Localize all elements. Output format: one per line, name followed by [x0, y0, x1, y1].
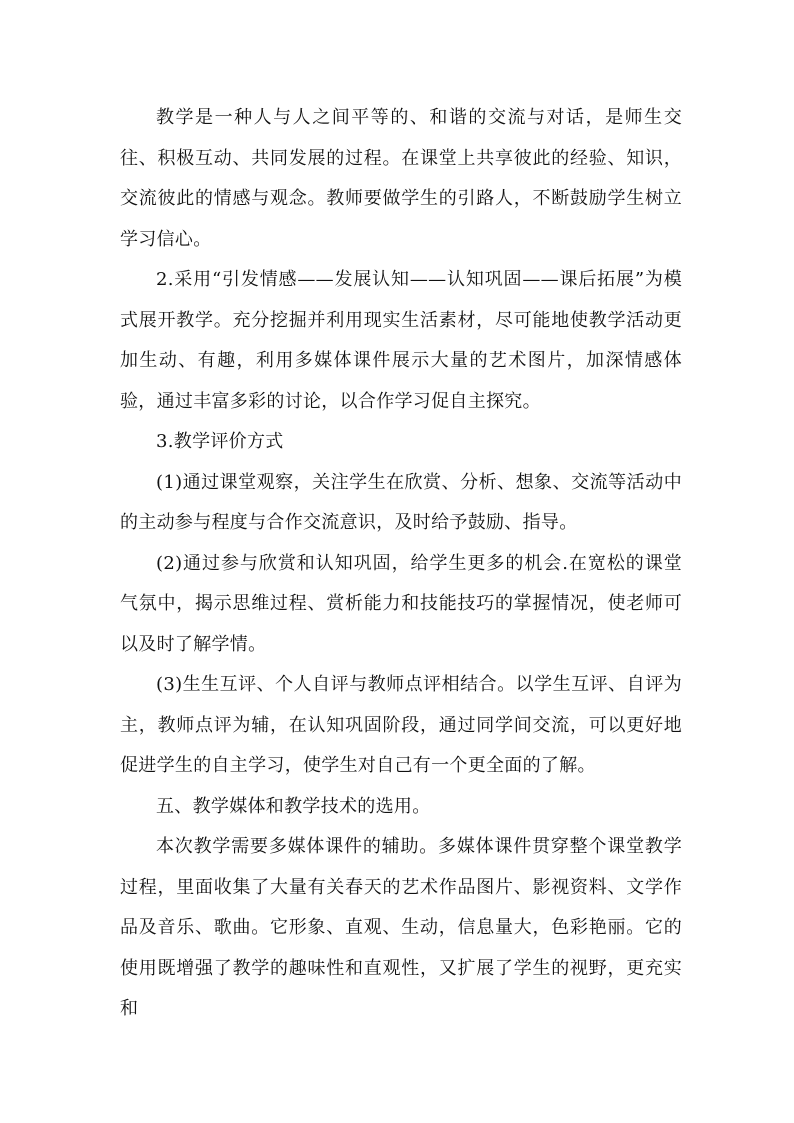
paragraph-teaching-mode: 2.采用“引发情感——发展认知——认知巩固——课后拓展”为模式展开教学。充分挖掘并利用现实生活素材，尽可能地使教学活动更加生动、有趣，利用多媒体课件展示大量的艺术图片，加深情感体验，通过丰富多彩的讨论，以合作学习促自主探究。: [120, 269, 682, 412]
paragraph-evaluation-1: (1)通过课堂观察，关注学生在欣赏、分析、想象、交流等活动中的主动参与程度与合作交流意识，及时给予鼓励、指导。: [120, 471, 682, 533]
paragraph-evaluation-2: (2)通过参与欣赏和认知巩固，给学生更多的机会.在宽松的课堂气氛中，揭示思维过程、赏析能力和技能技巧的掌握情况，使老师可以及时了解学情。: [120, 552, 682, 655]
paragraph-teaching-dialogue: 教学是一种人与人之间平等的、和谐的交流与对话，是师生交往、积极互动、共同发展的过程。在课堂上共享彼此的经验、知识，交流彼此的情感与观念。教师要做学生的引路人，不断鼓励学生树立学习信心。: [120, 107, 682, 250]
paragraph-evaluation-3: (3)生生互评、个人自评与教师点评相结合。以学生互评、自评为主，教师点评为辅，在认知巩固阶段，通过同学间交流，可以更好地促进学生的自主学习，使学生对自己有一个更全面的了解。: [120, 674, 682, 776]
heading-evaluation-methods: 3.教学评价方式: [156, 431, 284, 452]
paragraph-multimedia: 本次教学需要多媒体课件的辅助。多媒体课件贯穿整个课堂教学过程，里面收集了大量有关春天的艺术作品图片、影视资料、文学作品及音乐、歌曲。它形象、直观、生动，信息量大，色彩艳丽。它的使用既增强了教学的趣味性和直观性，又扩展了学生的视野，更充实和: [120, 836, 682, 1019]
heading-media-technology: 五、教学媒体和教学技术的选用。: [156, 795, 431, 817]
